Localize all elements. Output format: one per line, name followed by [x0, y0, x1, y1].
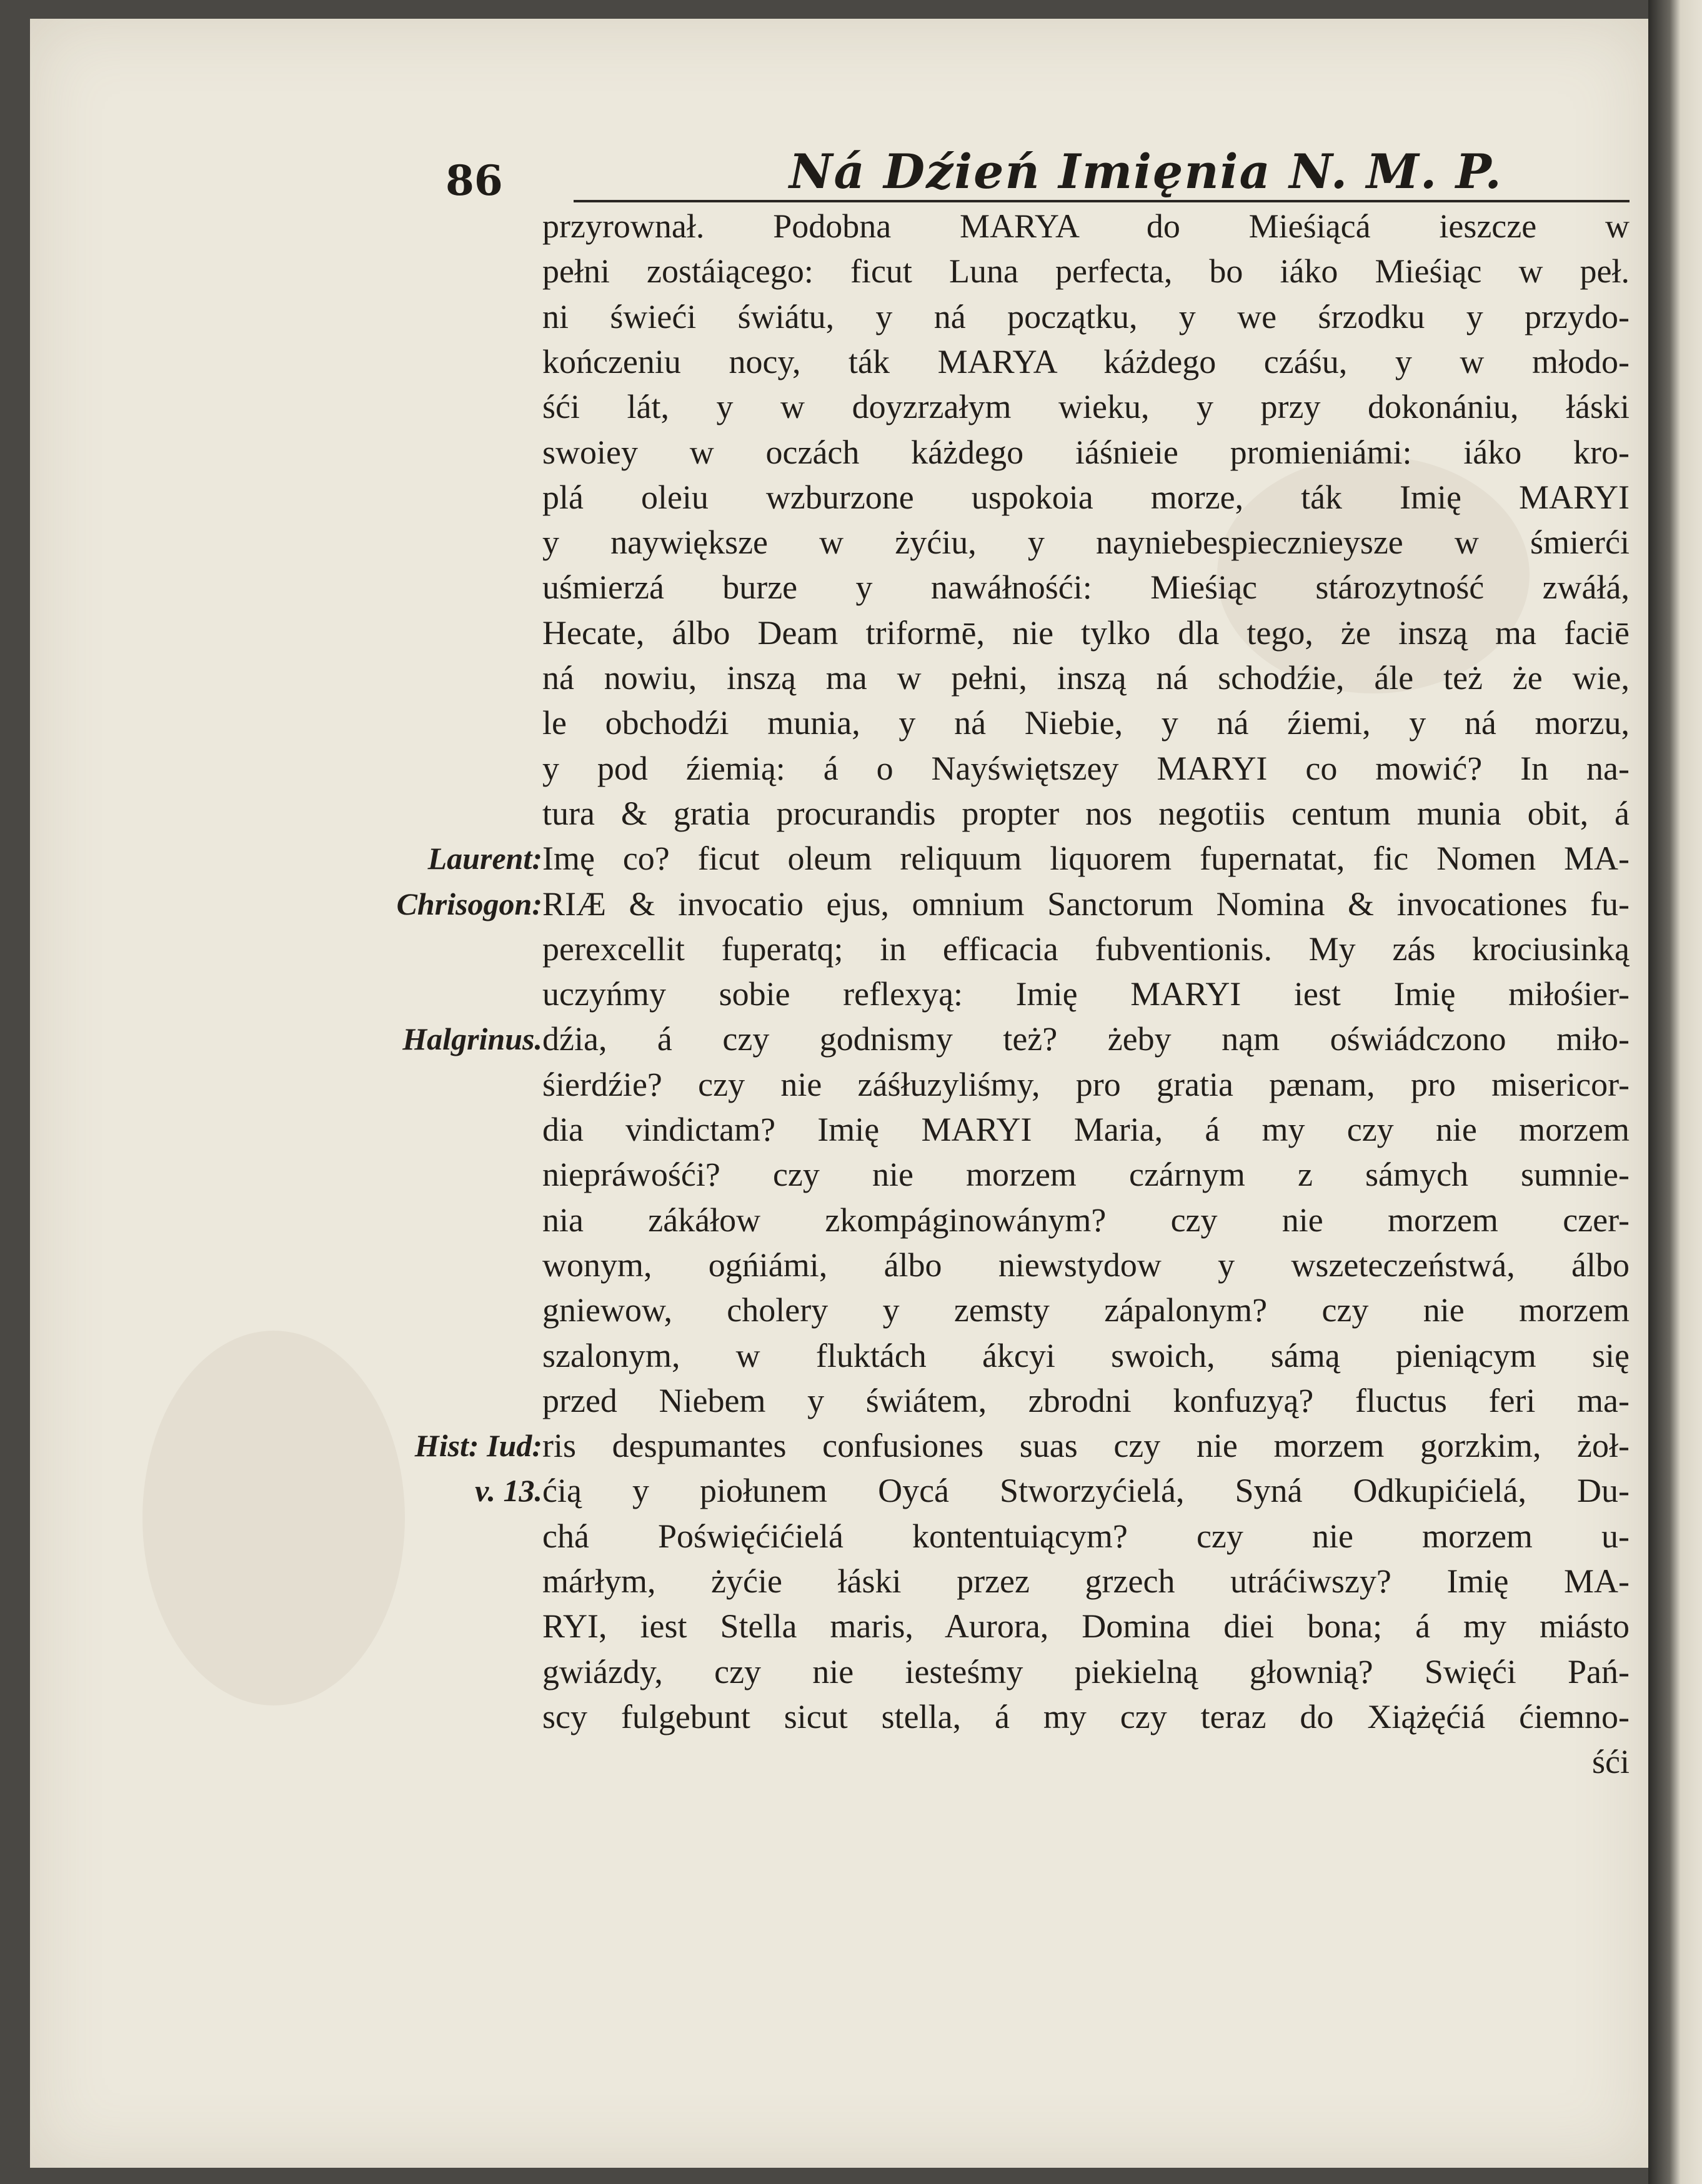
text-line: chá Poświęćićielá kontentuiącym? czy nie morzem u-	[542, 1517, 1630, 1555]
text-line: swoiey w oczách káżdego iáśnieie promieniámi: iáko kro-	[542, 433, 1630, 471]
text-line: perexcellit fuperatq; in efficacia fubventionis. My zás krociusinką	[542, 930, 1630, 968]
text-line: uczyńmy sobie reflexyą: Imię MARYI iest Imię miłośier-	[542, 975, 1630, 1013]
text-line: nia zákáłow zkompáginowánym? czy nie morzem czer-	[542, 1201, 1630, 1239]
page-number: 86	[445, 156, 503, 205]
text-line: śći lát, y w doyzrzałym wieku, y przy dokonániu, łáski	[542, 388, 1630, 426]
text-line: uśmierzá burze y nawáłnośći: Mieśiąc stározytność zwáłá,	[542, 568, 1630, 607]
text-line: plá oleiu wzburzone uspokoia morze, ták Imię MARYI	[542, 478, 1630, 516]
text-line: RIÆ & invocatio ejus, omnium Sanctorum Nomina & invocationes fu-	[542, 885, 1630, 923]
text-line: pełni zostáiącego: ficut Luna perfecta, bo iáko Mieśiąc w peł.	[542, 252, 1630, 290]
text-line: wonym, ogńiámi, álbo niewstydow y wszeteczeństwá, álbo	[542, 1246, 1630, 1284]
text-line: dźia, á czy godnismy też? żeby nąm oświádczono miło-	[542, 1020, 1630, 1058]
text-line: przed Niebem y świátem, zbrodni konfuzyą? fluctus feri ma-	[542, 1381, 1630, 1419]
text-line: y pod źiemią: á o Nayświętszey MARYI co mowić? In na-	[542, 749, 1630, 787]
text-line: śći	[1592, 1743, 1630, 1781]
text-line: przyrownał. Podobna MARYA do Mieśiącá ieszcze w	[542, 207, 1630, 245]
text-line: scy fulgebunt sicut stella, á my czy teraz do Xiążęćiá ćiemno-	[542, 1697, 1630, 1735]
text-line: RYI, iest Stella maris, Aurora, Domina diei bona; á my miásto	[542, 1607, 1630, 1645]
margin-note: Laurent:	[427, 841, 542, 876]
running-title: Ná Dźień Imięnia N. M. P.	[789, 144, 1503, 199]
text-line: dia vindictam? Imię MARYI Maria, á my czy nie morzem	[542, 1111, 1630, 1148]
text-line: niepráwośći? czy nie morzem czárnym z sámych sumnie-	[542, 1156, 1630, 1194]
text-line: ris despumantes confusiones suas czy nie morzem gorzkim, żoł-	[542, 1427, 1630, 1465]
book-page	[30, 19, 1648, 2168]
next-page-edge	[1648, 0, 1702, 2184]
text-line: gniewow, cholery y zemsty zápalonym? czy nie morzem	[542, 1291, 1630, 1329]
paper-stain	[142, 1331, 405, 1705]
text-line: ni świeći świátu, y ná początku, y we śrzodku y przydo-	[542, 297, 1630, 335]
text-line: Hecate, álbo Deam triformē, nie tylko dla tego, że inszą ma faciē	[542, 613, 1630, 652]
margin-note: Chrisogon:	[396, 886, 542, 921]
margin-note: v. 13.	[475, 1473, 542, 1509]
text-line: kończeniu nocy, ták MARYA káżdego czáśu, y w młodo-	[542, 342, 1630, 380]
margin-note: Hist: Iud:	[414, 1428, 542, 1464]
text-line: márłym, żyćie łáski przez grzech utráćiwszy? Imię MA-	[542, 1562, 1630, 1600]
header-rule	[574, 200, 1630, 202]
text-line: ná nowiu, inszą ma w pełni, inszą ná schodźie, ále też że wie,	[542, 659, 1630, 697]
text-line: le obchodźi munia, y ná Niebie, y ná źiemi, y ná morzu,	[542, 704, 1630, 742]
text-line: śierdźie? czy nie záśłuzyliśmy, pro gratia pænam, pro misericor-	[542, 1065, 1630, 1103]
text-line: y naywiększe w żyćiu, y nayniebespiecznieysze w śmierći	[542, 524, 1630, 562]
text-line: tura & gratia procurandis propter nos negotiis centum munia obit, á	[542, 794, 1630, 832]
text-line: Imę co? ficut oleum reliquum liquorem fupernatat, fic Nomen MA-	[542, 840, 1630, 878]
text-line: szalonym, w fluktách ákcyi swoich, sámą pieniącym się	[542, 1336, 1630, 1374]
text-line: gwiázdy, czy nie iesteśmy piekielną głownią? Swięći Pań-	[542, 1652, 1630, 1690]
page-header	[30, 137, 1648, 206]
text-line: ćią y piołunem Oycá Stworzyćielá, Syná Odkupićielá, Du-	[542, 1472, 1630, 1510]
margin-note: Halgrinus.	[402, 1021, 542, 1057]
